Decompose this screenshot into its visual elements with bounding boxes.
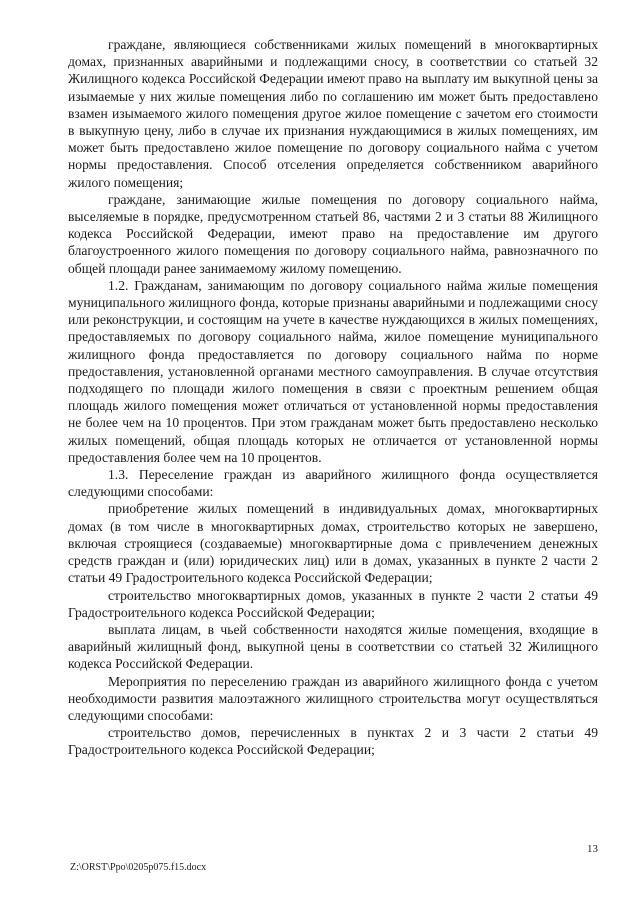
paragraph-acquisition: приобретение жилых помещений в индивидуальных домах, многоквартирных домах (в том числе в многоквартирных домах, строительство которых не завершено, включая строящиеся (создаваемые) многоквартирные дома с привлечением денежных средств граждан и (или) юридических лиц) или в домах, указанных в пункте 2 части 2 статьи 49 Градостроительного кодекса Российской Федерации; — [68, 501, 598, 586]
paragraph-1-3: 1.3. Переселение граждан из аварийного жилищного фонда осуществляется следующими способами: — [68, 467, 598, 500]
paragraph-payment: выплата лицам, в чьей собственности находятся жилые помещения, входящие в аварийный жилищный фонд, выкупной цены в соответствии со статьей 32 Жилищного кодекса Российской Федерации. — [68, 621, 598, 672]
paragraph-social-tenants: граждане, занимающие жилые помещения по договору социального найма, выселяемые в порядке, предусмотренном статьей 86, частями 2 и 3 статьи 88 Жилищного кодекса Российской Федерации, имеют право на предоставление им другого благоустроенного жилого помещения по договору социального найма, равнозначного по общей площади ранее занимаемому жилому помещению. — [68, 191, 598, 276]
paragraph-1-2: 1.2. Гражданам, занимающим по договору социального найма жилые помещения муниципального жилищного фонда, которые признаны аварийными и подлежащими сносу или реконструкции, и состоящим на учете в качестве нуждающихся в жилых помещениях, предоставляемых по договору социального найма, жилое помещение муниципального жилищного фонда предоставляется по договору социального найма по норме предоставления, установленной органами местного самоуправления. В случае отсутствия подходящего по площади жилого помещения в связи с проектным решением общая площадь жилого помещения может отличаться от установленной нормы предоставления не более чем на 10 процентов. При этом гражданам может быть предоставлено несколько жилых помещений, общая площадь которых не отличается от установленной нормы предоставления более чем на 10 процентов. — [68, 277, 598, 465]
paragraph-construction: строительство многоквартирных домов, указанных в пункте 2 части 2 статьи 49 Градостроительного кодекса Российской Федерации; — [68, 587, 598, 620]
page-number: 13 — [587, 843, 598, 855]
document-body — [68, 36, 598, 759]
paragraph-measures: Мероприятия по переселению граждан из аварийного жилищного фонда с учетом необходимости развития малоэтажного жилищного строительства могут осуществляться следующими способами: — [68, 673, 598, 723]
paragraph-house-construction: строительство домов, перечисленных в пунктах 2 и 3 части 2 статьи 49 Градостроительного кодекса Российской Федерации; — [68, 725, 598, 758]
paragraph-owners-rights: граждане, являющиеся собственниками жилых помещений в многоквартирных домах, признанных аварийными и подлежащими сносу, в соответствии со статьей 32 Жилищного кодекса Российской Федерации имеют право на выплату им выкупной цены за изымаемые у них жилые помещения либо по соглашению им может быть предоставлено взамен изымаемого жилого помещения другое жилое помещение с зачетом его стоимости в выкупную цену, либо в случае их признания нуждающимися в жилых помещениях, им может быть предоставлено жилое помещение по договору социального найма с учетом нормы предоставления. Способ отселения определяется собственником аварийного жилого помещения; — [68, 37, 598, 190]
footer-file-path: Z:\ORST\Ppo\0205p075.f15.docx — [70, 862, 207, 873]
